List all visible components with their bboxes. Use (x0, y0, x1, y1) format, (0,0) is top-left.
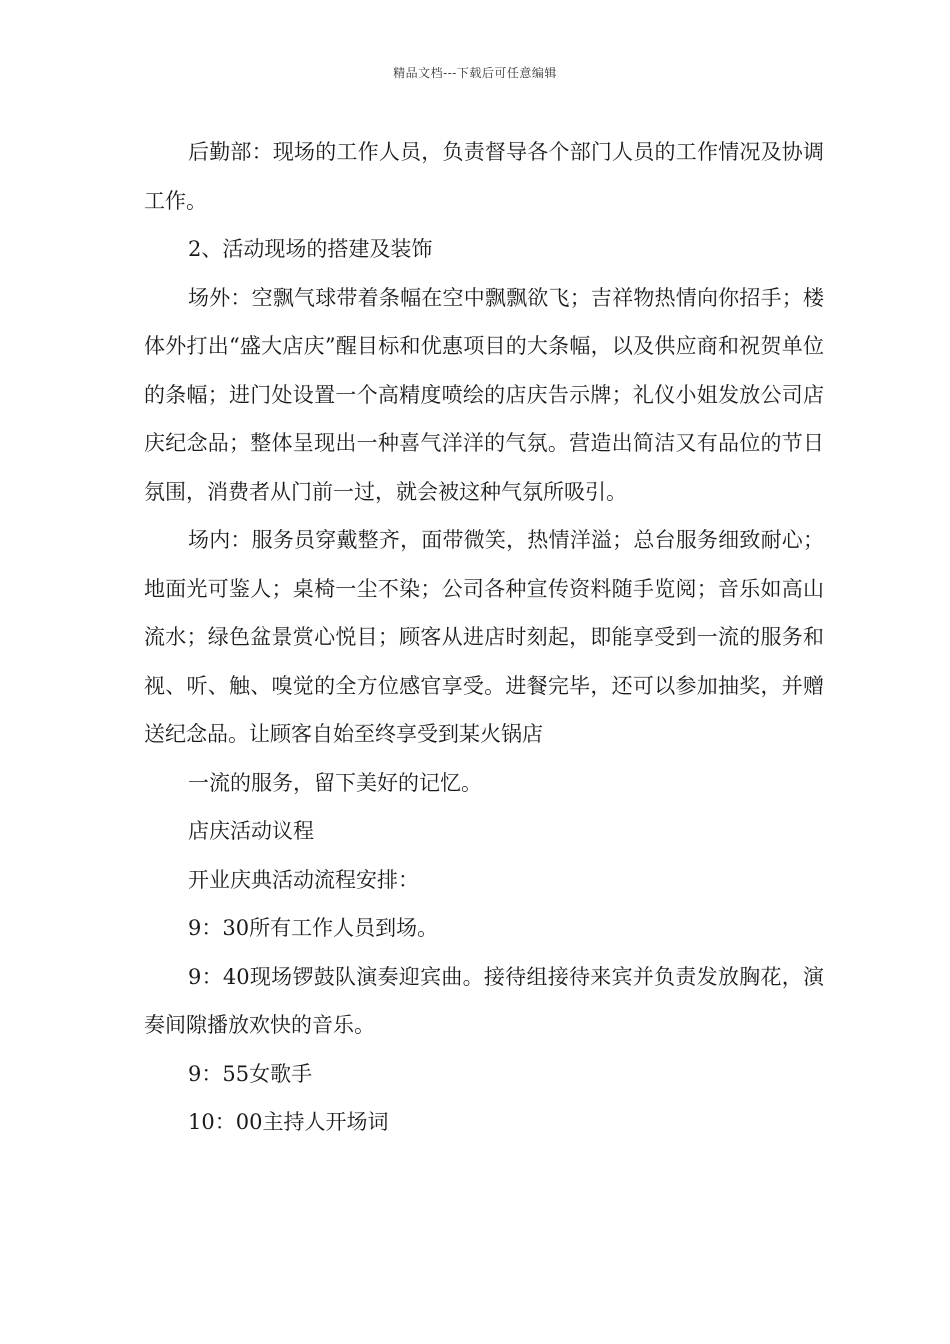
paragraph-logistics: 后勤部：现场的工作人员，负责督导各个部门人员的工作情况及协调工作。 (144, 140, 824, 213)
paragraph-time-0930: 9：30所有工作人员到场。 (188, 916, 439, 940)
paragraph-indoor: 场内：服务员穿戴整齐，面带微笑，热情洋溢；总台服务细致耐心；地面光可鉴人；桌椅一尘不染；公司各种宣传资料随手览阅；音乐如高山流水；绿色盆景赏心悦目；顾客从进店时刻起，即能享受到一流的服务和视、听、触、嗅觉的全方位感官享受。进餐完毕，还可以参加抽奖，并赠送纪念品。让顾客自始至终享受到某火锅店 (144, 528, 824, 746)
paragraph-time-0955: 9：55女歌手 (188, 1061, 313, 1086)
paragraph-flow-title: 开业庆典活动流程安排： (188, 867, 419, 892)
paragraph-outdoor: 场外：空飘气球带着条幅在空中飘飘欲飞；吉祥物热情向你招手；楼体外打出“盛大店庆”醒目标和优惠项目的大条幅，以及供应商和祝贺单位的条幅；进门处设置一个高精度喷绘的店庆告示牌；礼仪小姐发放公司店庆纪念品；整体呈现出一种喜气洋洋的气氛。营造出简洁又有品位的节日氛围，消费者从门前一过，就会被这种气氛所吸引。 (144, 285, 824, 504)
page-header: 精品文档---下载后可任意编辑 (393, 66, 557, 80)
paragraph-service: 一流的服务，留下美好的记忆。 (188, 770, 482, 795)
paragraph-time-0940: 9：40现场锣鼓队演奏迎宾曲。接待组接待来宾并负责发放胸花，演奏间隙播放欢快的音乐。 (144, 964, 824, 1037)
paragraph-section-heading: 2、活动现场的搭建及装饰 (188, 237, 433, 261)
paragraph-time-1000: 10：00主持人开场词 (188, 1110, 389, 1134)
document-body (144, 128, 824, 1147)
paragraph-agenda-title: 店庆活动议程 (188, 819, 314, 843)
